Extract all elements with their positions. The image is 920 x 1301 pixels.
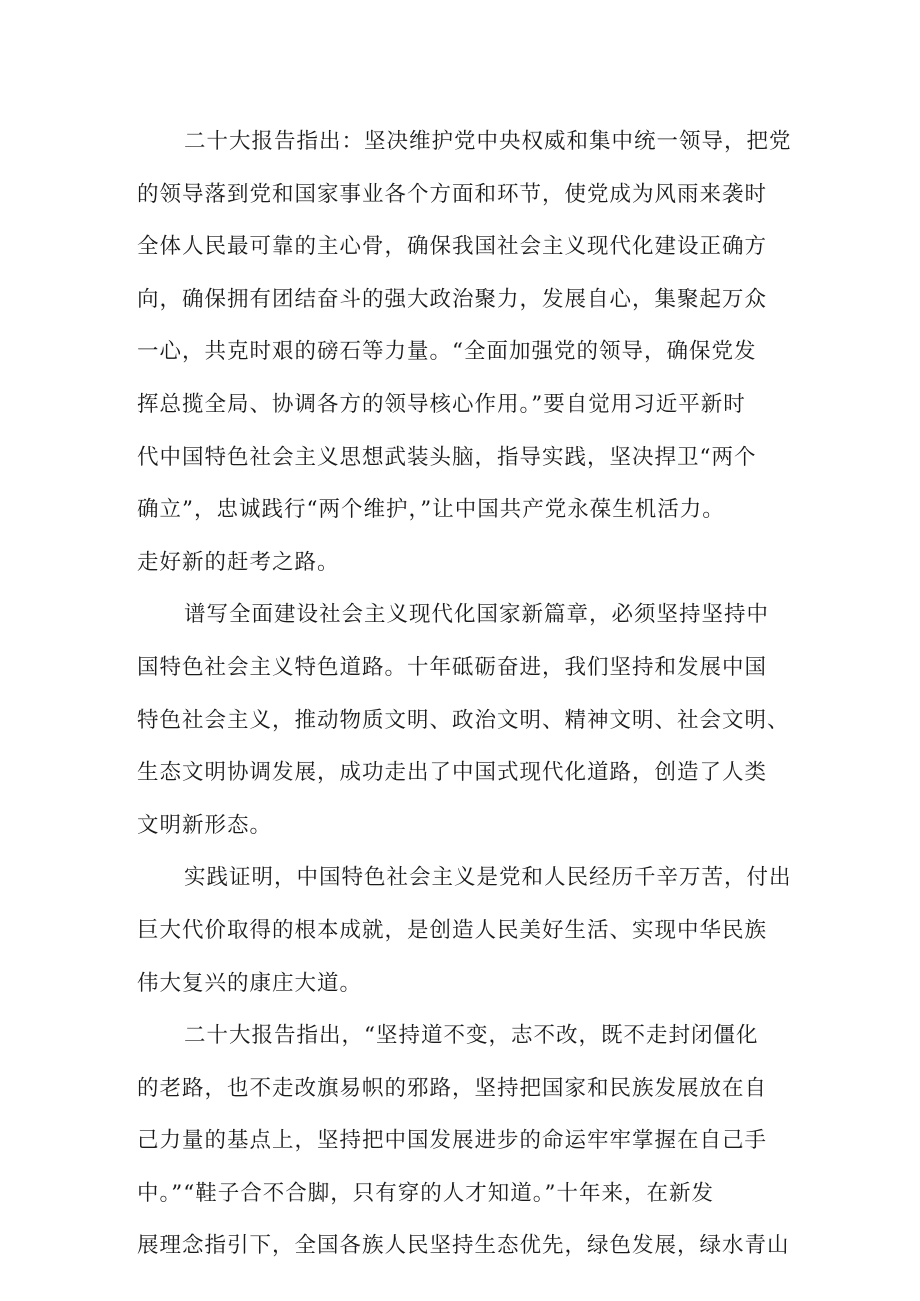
text-line: 二十大报告指出：坚决维护党中央权威和集中统一领导，把党 xyxy=(184,129,792,154)
text-line: 特色社会主义，推动物质文明、政治文明、精神文明、社会文明、 xyxy=(137,707,790,733)
text-line: 全体人民最可靠的主心骨，确保我国社会主义现代化建设正确方 xyxy=(137,234,768,260)
text-line: 确立”，忠诚践行“两个维护，”让中国共产党永葆生机活力。 xyxy=(137,497,725,523)
text-line: 一心，共克时艰的磅石等力量。“全面加强党的领导，确保党发 xyxy=(137,339,757,365)
text-line: 伟大复兴的康庄大道。 xyxy=(137,970,363,996)
body-text xyxy=(137,116,792,1273)
text-line: 代中国特色社会主义思想武装头脑，指导实践，坚决捍卫“两个 xyxy=(137,444,757,470)
text-line: 中。”“鞋子合不合脚，只有穿的人才知道。”十年来，在新发 xyxy=(137,1180,714,1206)
text-line: 文明新形态。 xyxy=(137,812,273,838)
text-line: 的老路，也不走改旗易帜的邪路，坚持把国家和民族发展放在自 xyxy=(137,1075,768,1101)
text-line: 二十大报告指出，“坚持道不变，志不改，既不走封闭僵化 xyxy=(184,1023,759,1049)
text-line: 向，确保拥有团结奋斗的强大政治聚力，发展自心，集聚起万众 xyxy=(137,286,768,312)
paragraph-3 xyxy=(137,852,792,1010)
text-line: 生态文明协调发展，成功走出了中国式现代化道路，创造了人类 xyxy=(137,760,768,786)
text-line: 巨大代价取得的根本成就，是创造人民美好生活、实现中华民族 xyxy=(137,917,768,943)
text-line: 己力量的基点上，坚持把中国发展进步的命运牢牢掌握在自己手 xyxy=(137,1128,768,1154)
text-line: 国特色社会主义特色道路。十年砥砺奋进，我们坚持和发展中国 xyxy=(137,654,768,680)
text-line: 走好新的赶考之路。 xyxy=(137,549,340,575)
paragraph-4 xyxy=(137,1010,789,1273)
text-line: 的领导落到党和国家事业各个方面和环节，使党成为风雨来袭时 xyxy=(137,181,768,207)
text-line: 展理念指引下，全国各族人民坚持生态优先，绿色发展，绿水青山 xyxy=(137,1233,790,1259)
paragraph-1 xyxy=(137,116,792,589)
paragraph-2 xyxy=(137,589,789,852)
text-line: 挥总揽全局、协调各方的领导核心作用。”要自觉用习近平新时 xyxy=(137,391,746,417)
text-line: 谱写全面建设社会主义现代化国家新篇章，必须坚持坚持中 xyxy=(184,602,770,628)
text-line: 实践证明，中国特色社会主义是党和人民经历千辛万苦，付出 xyxy=(184,865,792,891)
